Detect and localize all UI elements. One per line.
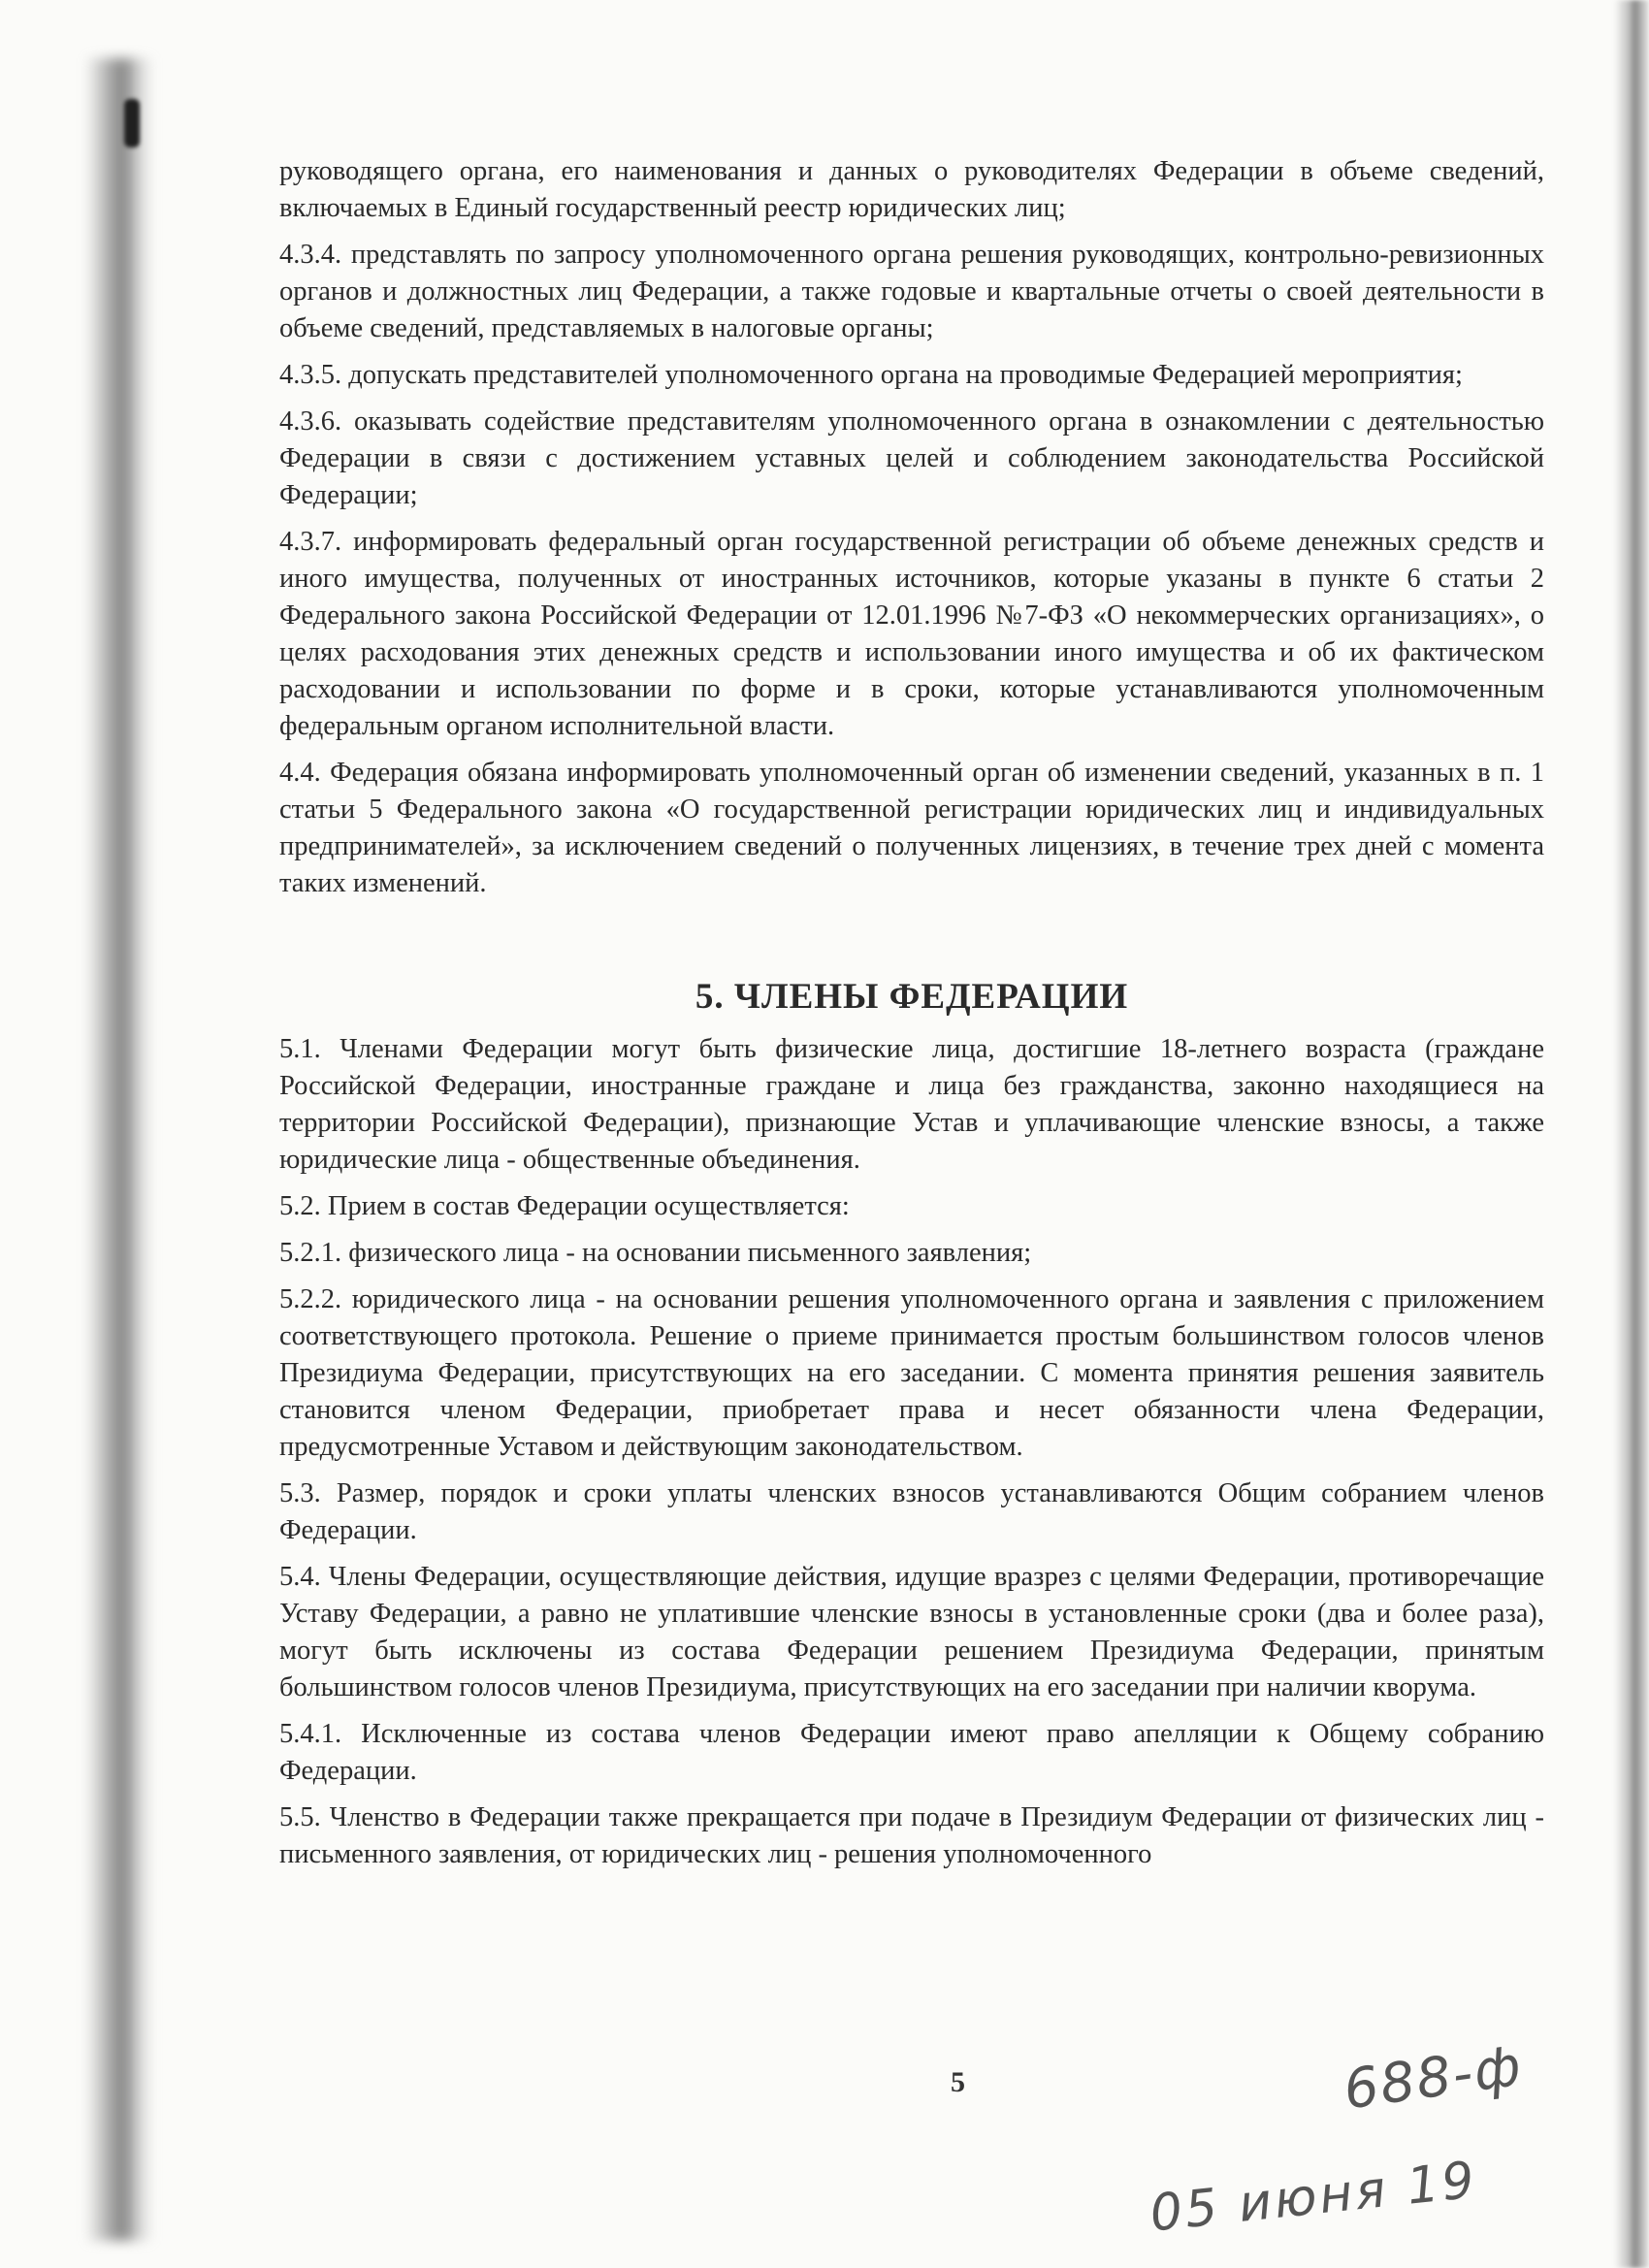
clause-4-4: 4.4. Федерация обязана информировать уполномоченный орган об изменении сведений, указанных в п. 1 статьи 5 Федерального закона «О государственной регистрации юридических лиц и индивидуальных предпринимателей», за исключением сведений о полученных лицензиях, в течение трех дней с момента таких изменений. [279, 758, 1544, 898]
clause-5-4-1: 5.4.1. Исключенные из состава членов Федерации имеют право апелляции к Общему собранию Федерации. [279, 1719, 1544, 1786]
clause-5-2: 5.2. Прием в состав Федерации осуществляется: [279, 1191, 850, 1221]
scan-shadow-left [85, 58, 153, 2241]
handwritten-note-date: 05 июня 19 [1147, 2151, 1480, 2244]
clause-4-3-5: 4.3.5. допускать представителей уполномоченного органа на проводимые Федерацией мероприятия; [279, 360, 1463, 390]
clause-5-2-1: 5.2.1. физического лица - на основании письменного заявления; [279, 1238, 1032, 1268]
section-spacer [279, 912, 1544, 976]
clause-5-2-2: 5.2.2. юридического лица - на основании решения уполномоченного органа и заявления с приложением соответствующего протокола. Решение о приеме принимается простым большинством голосов членов Президиума Федерации, присутствующих на его заседании. С момента принятия решения заявитель становится членом Федерации, приобретает права и несет обязанности члена Федерации, предусмотренные Уставом и действующим законодательством. [279, 1284, 1544, 1462]
paragraph-continuation: руководящего органа, его наименования и данных о руководителях Федерации в объеме сведений, включаемых в Единый государственный реестр юридических лиц; [279, 156, 1544, 223]
section-heading: 5. ЧЛЕНЫ ФЕДЕРАЦИИ [695, 977, 1129, 1017]
clause-5-3: 5.3. Размер, порядок и сроки уплаты членских взносов устанавливаются Общим собранием членов Федерации. [279, 1478, 1544, 1545]
clause-4-3-4: 4.3.4. представлять по запросу уполномоченного органа решения руководящих, контрольно-ревизионных органов и должностных лиц Федерации, а также годовые и квартальные отчеты о своей деятельности в объеме сведений, представляемых в налоговые органы; [279, 240, 1544, 343]
binding-hole-mark [124, 99, 140, 147]
clause-4-3-7: 4.3.7. информировать федеральный орган государственной регистрации об объеме денежных средств и иного имущества, полученных от иностранных источников, которые указаны в пункте 6 статьи 2 Федерального закона Российской Федерации от 12.01.1996 №7-ФЗ «О некоммерческих организациях», о целях расходования этих денежных средств и использовании иного имущества и об их фактическом расходовании и использовании по форме и в сроки, которые устанавливаются уполномоченным федеральным органом исполнительной власти. [279, 527, 1544, 741]
handwritten-note-number: 688-ф [1340, 2034, 1527, 2122]
page-number: 5 [951, 2066, 965, 2098]
clause-5-4: 5.4. Члены Федерации, осуществляющие действия, идущие вразрез с целями Федерации, противоречащие Уставу Федерации, а равно не уплатившие членские взносы в установленные сроки (два и более раза), могут быть исключены из состава Федерации решением Президиума Федерации, принятым большинством голосов членов Президиума, присутствующих на его заседании при наличии кворума. [279, 1562, 1544, 1702]
clause-4-3-6: 4.3.6. оказывать содействие представителям уполномоченного органа в ознакомлении с деятельностью Федерации в связи с достижением уставных целей и соблюдением законодательства Российской Федерации; [279, 406, 1544, 510]
scan-shadow-right [1614, 0, 1649, 2268]
clause-5-5: 5.5. Членство в Федерации также прекращается при подаче в Президиум Федерации от физических лиц - письменного заявления, от юридических лиц - решения уполномоченного [279, 1802, 1544, 1869]
document-page [279, 153, 1544, 1883]
clause-5-1: 5.1. Членами Федерации могут быть физические лица, достигшие 18-летнего возраста (граждане Российской Федерации, иностранные граждане и лица без гражданства, законно находящиеся на территории Российской Федерации), признающие Устав и уплачивающие членские взносы, а также юридические лица - общественные объединения. [279, 1034, 1544, 1175]
